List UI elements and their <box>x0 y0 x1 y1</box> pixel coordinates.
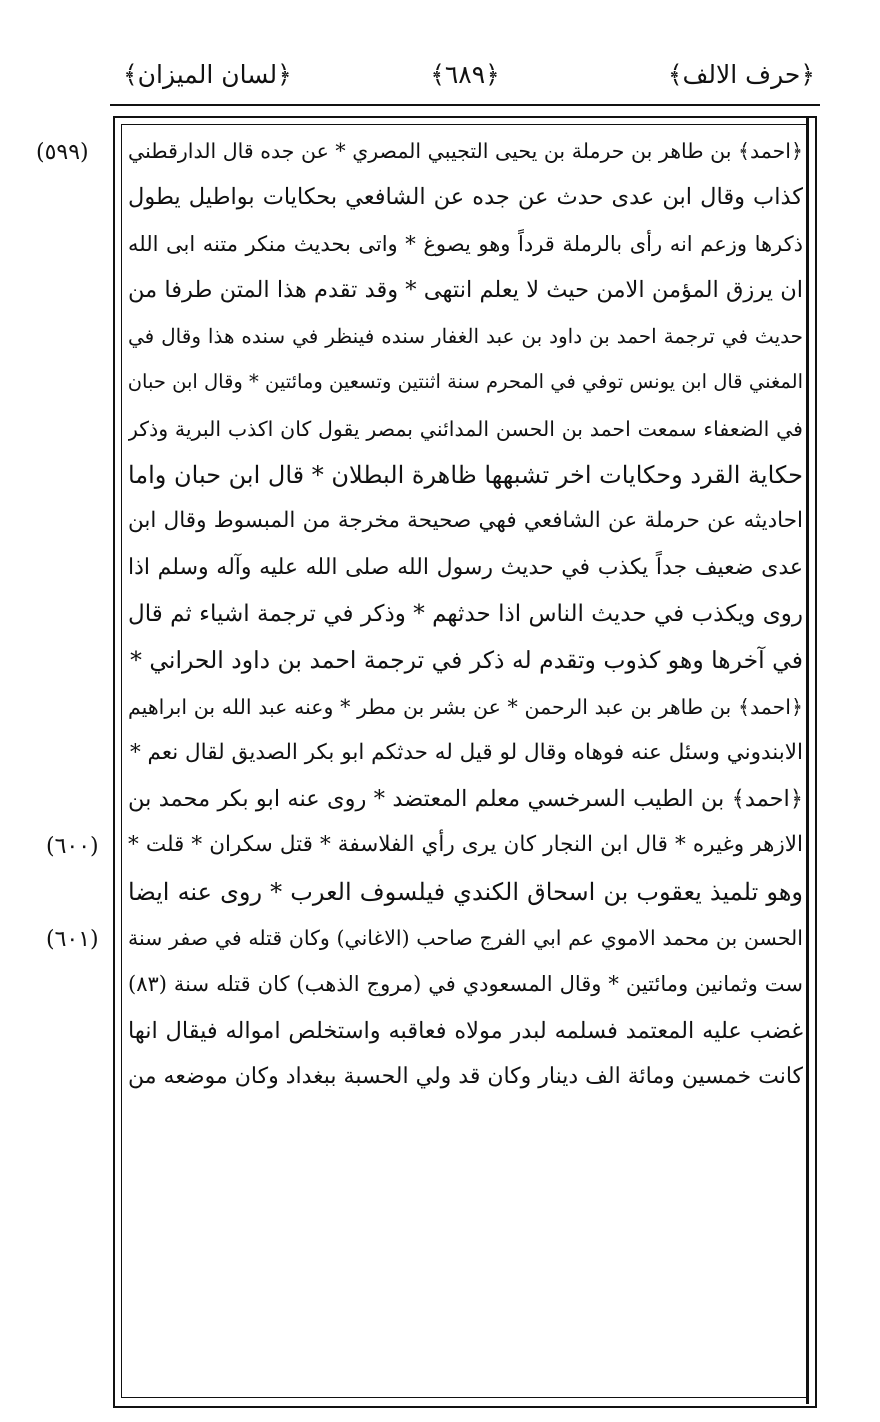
text-line: ﴿احمد﴾ بن الطيب السرخسي معلم المعتضد * روى عنه ابو بكر محمد بن <box>128 786 803 813</box>
page-header <box>115 52 815 98</box>
text-line: الحسن بن محمد الاموي عم ابي الفرج صاحب (الاغاني) وكان قتله في صفر سنة <box>128 926 803 951</box>
text-line: المغني قال ابن يونس توفي في المحرم سنة اثنتين وتسعين ومائتين * وقال ابن حبان <box>128 370 803 394</box>
text-line: كذاب وقال ابن عدى حدث عن جده عن الشافعي بحكايات بواطيل يطول <box>128 184 803 211</box>
text-line: غضب عليه المعتمد فسلمه لبدر مولاه فعاقبه واستخلص امواله فيقال انها <box>128 1017 803 1044</box>
text-line: ﴿احمد﴾ بن طاهر بن عبد الرحمن * عن بشر بن مطر * وعنه عبد الله بن ابراهيم <box>128 694 803 719</box>
entry-number-599: (٥٩٩) <box>36 140 89 165</box>
text-line: عدى ضعيف جداً يكذب في حديث رسول الله صلى الله عليه وآله وسلم اذا <box>128 554 803 580</box>
entry-number-600: (٦٠٠) <box>46 834 99 859</box>
page-body <box>128 128 803 1100</box>
text-line: ذكرها وزعم انه رأى بالرملة قرداً وهو يصوغ * واتى بحديث منكر متنه ابى الله <box>128 231 803 256</box>
text-line: روى ويكذب في حديث الناس اذا حدثهم * وذكر في ترجمة اشياء ثم قال <box>128 600 803 627</box>
text-line: الابندوني وسئل عنه فوهاه وقال لو قيل له حدثكم ابو بكر الصديق لقال نعم * <box>129 739 803 765</box>
page-number: ﴿٦٨٩﴾ <box>430 60 500 89</box>
text-line: ﴿احمد﴾ بن طاهر بن حرملة بن يحيى التجيبي المصري * عن جده قال الدارقطني <box>128 139 803 163</box>
text-line: الازهر وغيره * قال ابن النجار كان يرى رأي الفلاسفة * قتل سكران * قلت * <box>128 832 803 858</box>
text-line: في آخرها وهو كذوب وتقدم له ذكر في ترجمة احمد بن داود الحراني * <box>130 646 803 675</box>
entry-number-601: (٦٠١) <box>46 927 99 952</box>
text-line: في الضعفاء سمعت احمد بن الحسن المدائني بمصر يقول كان اكذب البرية وذكر <box>128 416 803 441</box>
text-line: ست وثمانين ومائتين * وقال المسعودي في (مروج الذهب) كان قتله سنة (٨٣) <box>128 972 803 997</box>
text-frame-right-edge <box>806 118 809 1404</box>
text-line: حكاية القرد وحكايات اخر تشبهها ظاهرة البطلان * قال ابن حبان واما <box>128 461 803 490</box>
text-line: وهو تلميذ يعقوب بن اسحاق الكندي فيلسوف العرب * روى عنه ايضا <box>128 877 803 906</box>
header-rule <box>110 104 820 106</box>
running-title-section: ﴿حرف الالف﴾ <box>667 60 815 89</box>
running-title-book: ﴿لسان الميزان﴾ <box>123 60 292 89</box>
text-line: احاديثه عن حرملة عن الشافعي فهي صحيحة مخرجة من المبسوط وقال ابن <box>128 508 803 534</box>
text-line: حديث في ترجمة احمد بن داود بن عبد الغفار سنده فينظر في سنده هذا وقال في <box>128 324 803 349</box>
text-line: كانت خمسين ومائة الف دينار وكان قد ولي الحسبة ببغداد وكان موضعه من <box>128 1063 803 1089</box>
text-line: ان يرزق المؤمن الامن حيث لا يعلم انتهى * وقد تقدم هذا المتن طرفا من <box>128 276 803 303</box>
